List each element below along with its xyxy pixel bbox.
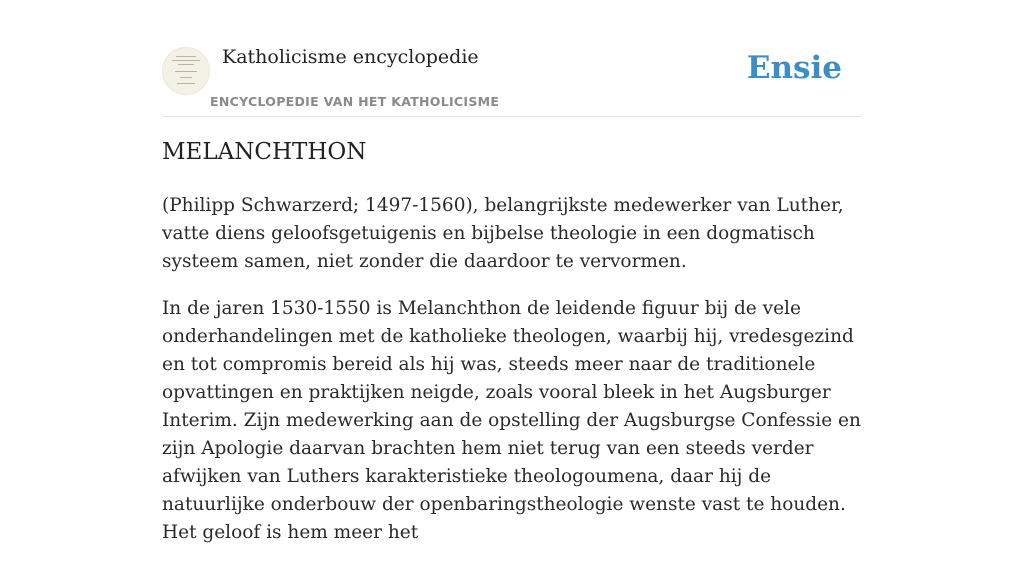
article-paragraph: In de jaren 1530-1550 is Melanchthon de leidende figuur bij de vele onderhandelingen met de katholieke theologen, waarbij hij, vredesgezind en tot compromis bereid als hij was, steeds meer naar de traditionele opvattingen en praktijken neigde, zoals vooral bleek in het Augsburger Interim. Zijn medewerking aan de opstelling der Augsburgse Confessie en zijn Apologie daarvan brachten hem niet terug van een steeds verder afwijken van Luthers karakteristieke theologoumena, daar hij de natuurlijke onderbouw der openbaringstheologie wenste vast te houden. Het geloof is hem meer het: [162, 298, 861, 543]
site-header: [162, 40, 862, 117]
ensie-logo[interactable]: Ensie: [746, 50, 842, 86]
article-body: [162, 192, 862, 566]
site-subtitle: ENCYCLOPEDIE VAN HET KATHOLICISME: [210, 94, 500, 109]
article-title: MELANCHTHON: [162, 139, 367, 165]
encyclopedia-cover-thumbnail[interactable]: [162, 47, 210, 95]
site-title[interactable]: Katholicisme encyclopedie: [222, 46, 479, 68]
article-paragraph: (Philipp Schwarzerd; 1497-1560), belangrijkste medewerker van Luther, vatte diens geloofsgetuigenis en bijbelse theologie in een dogmatisch systeem samen, niet zonder die daardoor te vervormen.: [162, 195, 844, 272]
